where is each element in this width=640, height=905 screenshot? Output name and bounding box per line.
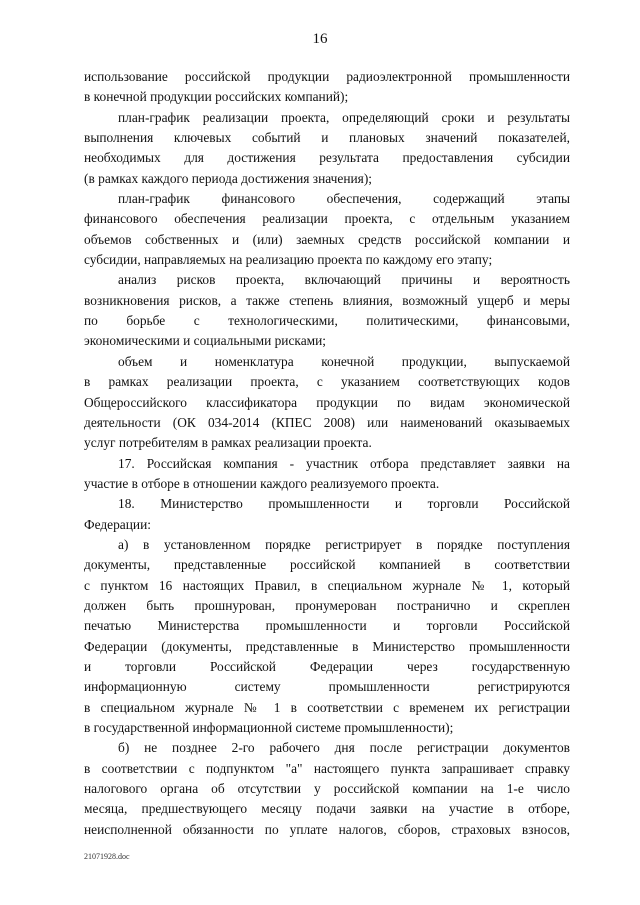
text-line: б) не позднее 2-го рабочего дня после регистрации документов bbox=[118, 740, 570, 756]
text-line: по борьбе с технологическими, политическими, финансовыми, bbox=[84, 313, 570, 329]
text-line: субсидии, направляемых на реализацию проекта по каждому его этапу; bbox=[84, 252, 493, 268]
text-line: должен быть прошнурован, пронумерован постранично и скреплен bbox=[84, 597, 570, 613]
text-line: возникновения рисков, а также степень влияния, возможный ущерб и меры bbox=[84, 292, 570, 308]
text-line: 18. Министерство промышленности и торговли Российской bbox=[118, 496, 570, 512]
file-name-footer: 21071928.doc bbox=[84, 852, 130, 861]
text-line: в специальном журнале № 1 в соответствии с временем их регистрации bbox=[84, 699, 570, 715]
text-line: необходимых для достижения результата предоставления субсидии bbox=[84, 150, 570, 166]
text-line: а) в установленном порядке регистрирует в порядке поступления bbox=[118, 536, 570, 552]
text-line: месяца, предшествующего месяцу подачи заявки на участие в отборе, bbox=[84, 801, 570, 817]
text-line: документы, представленные российской компанией в соответствии bbox=[84, 557, 570, 573]
page-number: 16 bbox=[312, 31, 328, 47]
text-line: услуг потребителям в рамках реализации проекта. bbox=[84, 435, 372, 451]
text-line: и торговли Российской Федерации через государственную bbox=[84, 658, 570, 674]
text-line: экономическими и социальными рисками; bbox=[84, 333, 327, 349]
body-text bbox=[84, 67, 570, 840]
text-line: выполнения ключевых событий и плановых значений показателей, bbox=[84, 130, 570, 146]
text-line: в государственной информационной системе промышленности); bbox=[84, 720, 454, 735]
text-line: в рамках реализации проекта, с указанием соответствующих кодов bbox=[84, 374, 570, 390]
text-line: информационную систему промышленности регистрируются bbox=[84, 679, 570, 695]
text-line: (в рамках каждого периода достижения значения); bbox=[84, 170, 372, 186]
text-line: 17. Российская компания - участник отбора представляет заявки на bbox=[118, 455, 570, 471]
text-line: Федерации (документы, представленные в Министерство промышленности bbox=[84, 638, 570, 654]
text-line: участие в отборе в отношении каждого реализуемого проекта. bbox=[84, 475, 440, 491]
text-line: неисполненной обязанности по уплате налогов, сборов, страховых взносов, bbox=[84, 821, 570, 837]
text-line: анализ рисков проекта, включающий причины и вероятность bbox=[118, 272, 570, 288]
text-line: объем и номенклатура конечной продукции, выпускаемой bbox=[118, 353, 570, 369]
text-line: финансового обеспечения реализации проекта, с отдельным указанием bbox=[84, 211, 570, 227]
text-line: Федерации: bbox=[84, 516, 151, 532]
text-line: использование российской продукции радиоэлектронной промышленности bbox=[84, 69, 570, 84]
text-line: налогового органа об отсутствии у российской компании на 1-е число bbox=[84, 781, 570, 797]
text-line: план-график реализации проекта, определяющий сроки и результаты bbox=[118, 109, 570, 125]
text-line: Общероссийского классификатора продукции по видам экономической bbox=[84, 394, 570, 410]
text-line: объемов собственных и (или) заемных средств российской компании и bbox=[84, 231, 570, 247]
text-line: в конечной продукции российских компаний); bbox=[84, 89, 349, 105]
text-line: печатью Министерства промышленности и торговли Российской bbox=[84, 618, 570, 634]
text-line: план-график финансового обеспечения, содержащий этапы bbox=[118, 191, 570, 207]
text-line: в соответствии с подпунктом "а" настоящего пункта запрашивает справку bbox=[84, 760, 570, 776]
text-line: с пунктом 16 настоящих Правил, в специальном журнале № 1, который bbox=[84, 577, 570, 593]
text-line: деятельности (ОК 034-2014 (КПЕС 2008) или наименований оказываемых bbox=[84, 414, 570, 430]
